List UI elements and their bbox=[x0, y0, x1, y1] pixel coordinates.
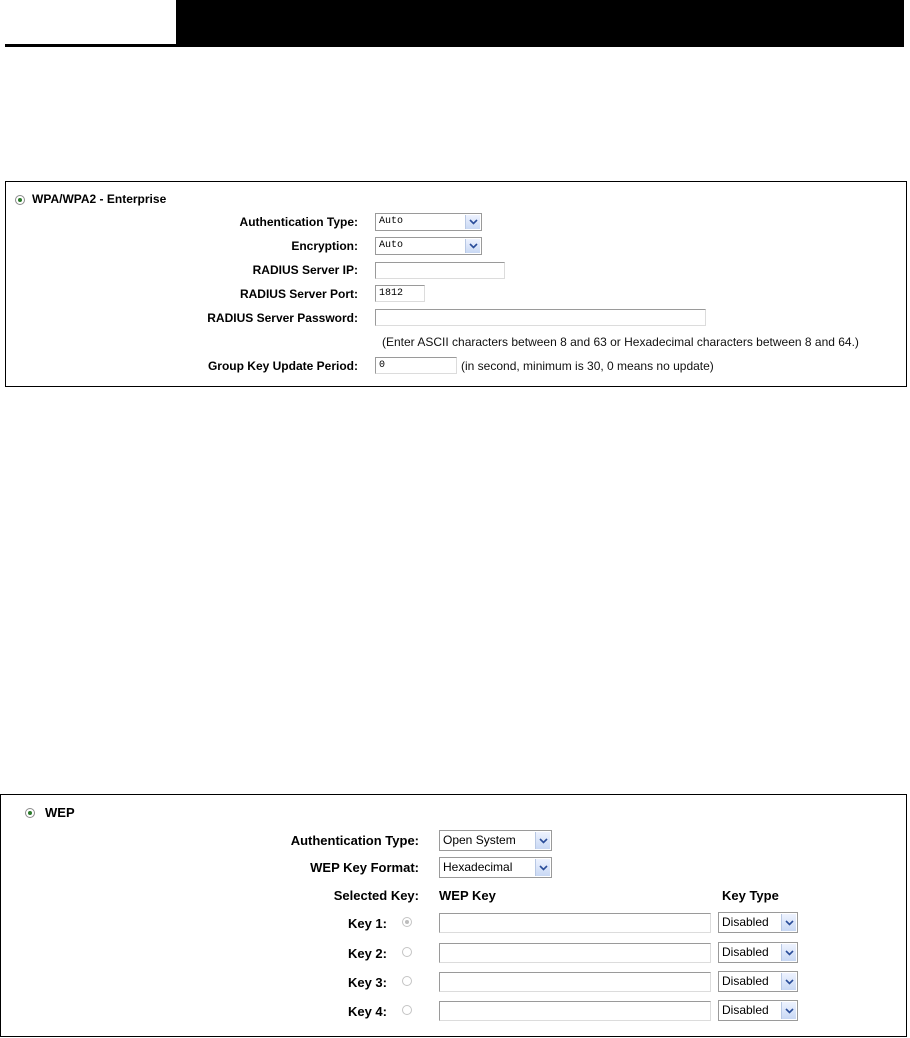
wpa-encryption-select[interactable] bbox=[375, 237, 482, 255]
key-3-input[interactable] bbox=[439, 972, 711, 992]
key-4-radio[interactable] bbox=[402, 1005, 412, 1015]
wep-auth-type-value: Open System bbox=[443, 833, 516, 847]
wpa-encryption-label: Encryption: bbox=[291, 239, 358, 253]
wep-key-format-label: WEP Key Format: bbox=[310, 860, 419, 875]
wpa-auth-type-label: Authentication Type: bbox=[239, 215, 358, 229]
selected-key-header: Selected Key: bbox=[333, 888, 419, 903]
radius-password-label: RADIUS Server Password: bbox=[207, 311, 358, 325]
wep-key-header: WEP Key bbox=[439, 888, 496, 903]
key-3-radio[interactable] bbox=[402, 976, 412, 986]
key-type-header: Key Type bbox=[722, 888, 779, 903]
chevron-down-icon bbox=[535, 859, 550, 876]
header-bar bbox=[176, 0, 904, 47]
password-hint: (Enter ASCII characters between 8 and 63 or Hexadecimal characters between 8 and 64.) bbox=[382, 335, 859, 349]
key-2-input[interactable] bbox=[439, 943, 711, 963]
wep-auth-type-label: Authentication Type: bbox=[290, 833, 419, 848]
wpa-encryption-value: Auto bbox=[379, 240, 404, 251]
wpa-enterprise-panel bbox=[5, 181, 907, 387]
wpa-enterprise-title: WPA/WPA2 - Enterprise bbox=[32, 192, 167, 206]
group-key-input[interactable]: 0 bbox=[375, 357, 457, 374]
key-2-radio[interactable] bbox=[402, 947, 412, 957]
key-2-label: Key 2: bbox=[347, 946, 387, 961]
radius-ip-label: RADIUS Server IP: bbox=[252, 263, 358, 277]
key-1-label: Key 1: bbox=[347, 916, 387, 931]
key-3-type-select[interactable] bbox=[718, 971, 798, 992]
key-1-radio[interactable] bbox=[402, 917, 412, 927]
key-4-type-select[interactable] bbox=[718, 1000, 798, 1021]
wep-key-format-select[interactable] bbox=[439, 857, 552, 878]
wep-title: WEP bbox=[45, 805, 75, 820]
wep-radio[interactable] bbox=[25, 808, 35, 818]
wpa-enterprise-radio[interactable] bbox=[15, 195, 25, 205]
key-1-input[interactable] bbox=[439, 913, 711, 933]
chevron-down-icon bbox=[781, 1002, 796, 1019]
key-4-label: Key 4: bbox=[347, 1004, 387, 1019]
group-key-hint: (in second, minimum is 30, 0 means no update) bbox=[461, 359, 714, 373]
key-3-label: Key 3: bbox=[347, 975, 387, 990]
header-left-tab bbox=[5, 0, 176, 47]
wep-key-format-value: Hexadecimal bbox=[443, 860, 513, 874]
radius-port-input[interactable]: 1812 bbox=[375, 285, 425, 302]
key-2-type-value: Disabled bbox=[722, 945, 769, 959]
wpa-auth-type-value: Auto bbox=[379, 216, 404, 227]
wep-auth-type-select[interactable] bbox=[439, 830, 552, 851]
key-4-type-value: Disabled bbox=[722, 1003, 769, 1017]
chevron-down-icon bbox=[781, 914, 796, 931]
key-3-type-value: Disabled bbox=[722, 974, 769, 988]
group-key-label: Group Key Update Period: bbox=[207, 359, 358, 373]
key-1-type-select[interactable] bbox=[718, 912, 798, 933]
wpa-auth-type-select[interactable] bbox=[375, 213, 482, 231]
key-4-input[interactable] bbox=[439, 1001, 711, 1021]
chevron-down-icon bbox=[465, 239, 480, 253]
chevron-down-icon bbox=[535, 832, 550, 849]
radius-port-label: RADIUS Server Port: bbox=[239, 287, 358, 301]
radius-ip-input[interactable] bbox=[375, 262, 505, 279]
chevron-down-icon bbox=[781, 944, 796, 961]
chevron-down-icon bbox=[781, 973, 796, 990]
wep-panel bbox=[0, 794, 907, 1037]
key-2-type-select[interactable] bbox=[718, 942, 798, 963]
chevron-down-icon bbox=[465, 215, 480, 229]
key-1-type-value: Disabled bbox=[722, 915, 769, 929]
radius-password-input[interactable] bbox=[375, 309, 706, 326]
